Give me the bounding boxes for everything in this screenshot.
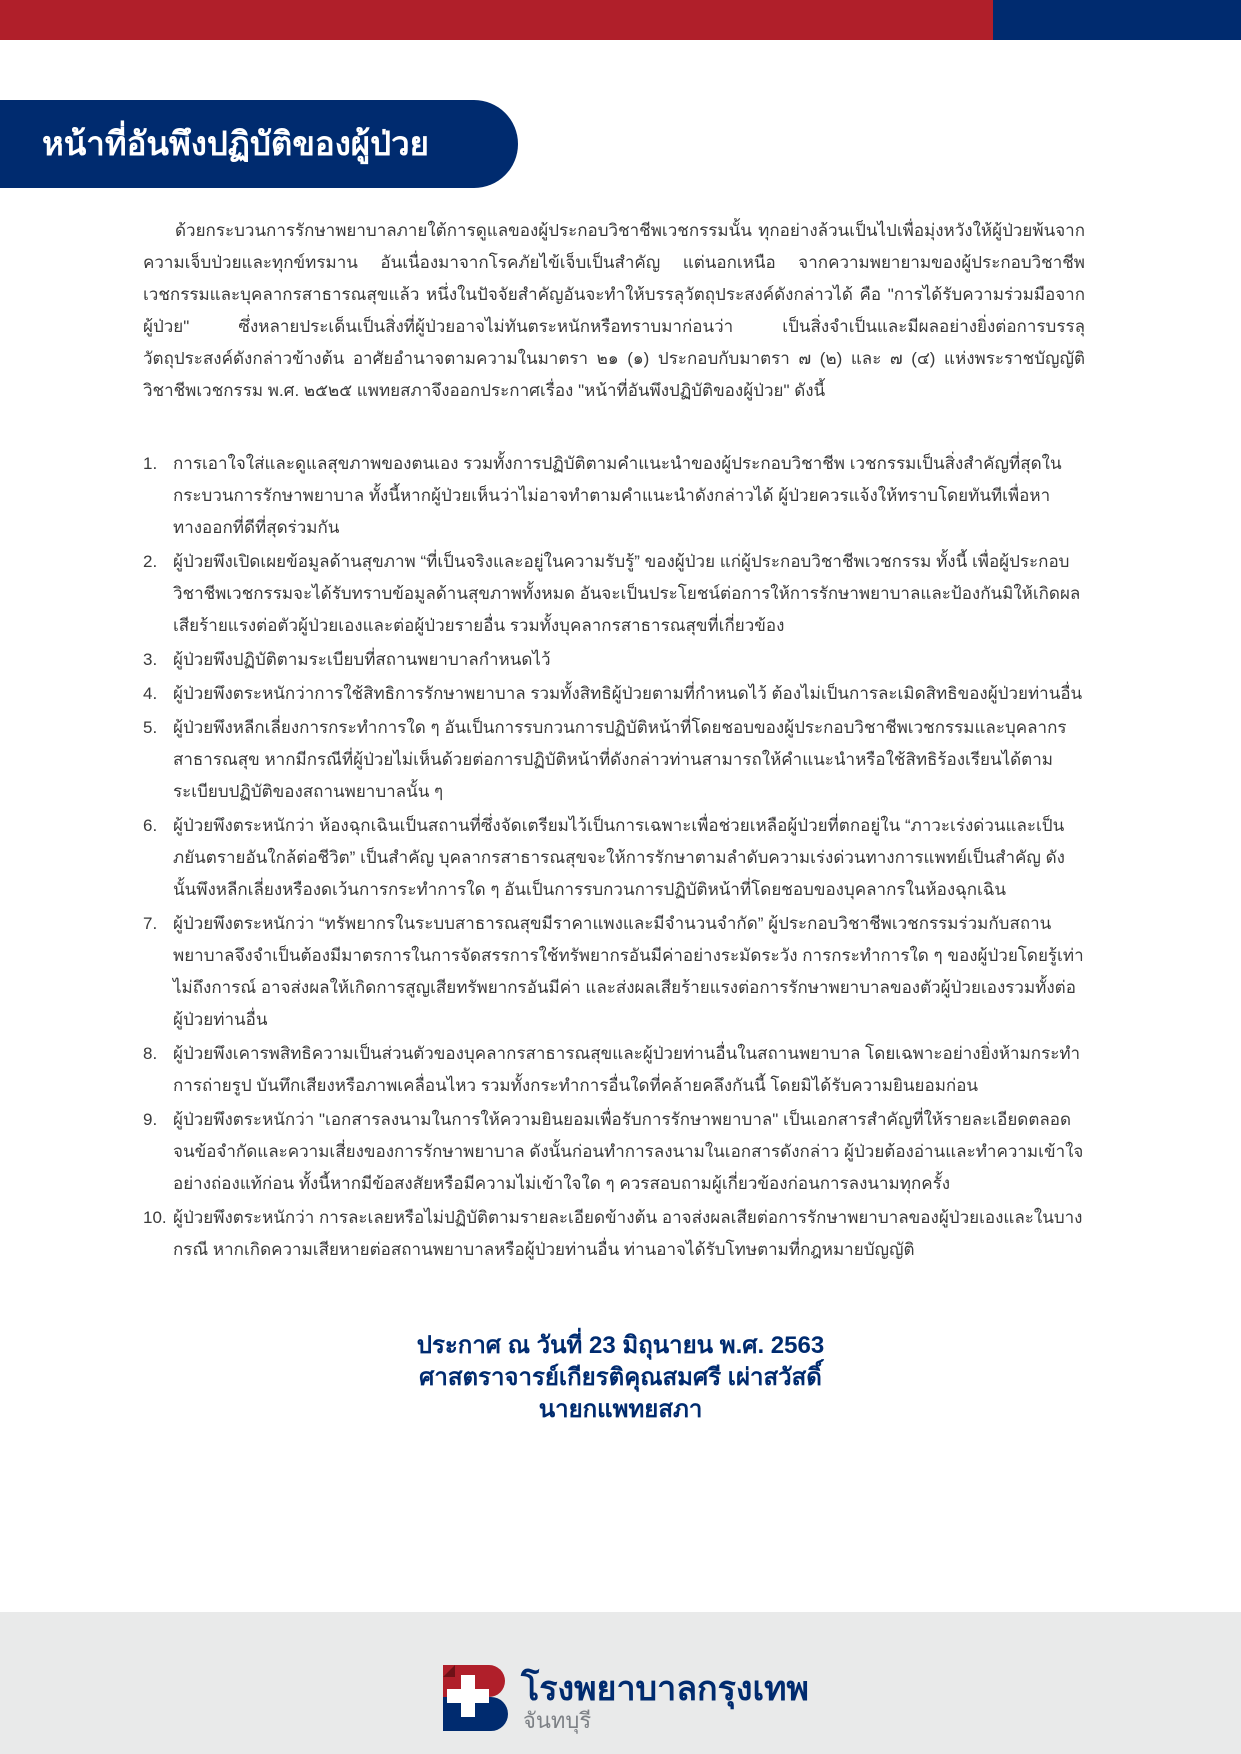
hospital-branch: จันทบุรี	[523, 1708, 592, 1733]
item-text: ผู้ป่วยพึงตระหนักว่า "เอกสารลงนามในการให้ความยินยอมเพื่อรับการรักษาพยาบาล" เป็นเอกสารสำคัญที่ให้รายละเอียดตลอดจนข้อจำกัดและความเสี่ยงของการรักษาพยาบาล ดังนั้นก่อนทำการลงนามในเอกสารดังกล่าว ผู้ป่วยต้องอ่านและทำความเข้าใจอย่างถ่องแท้ก่อน ทั้งนี้หากมีข้อสงสัยหรือมีความไม่เข้าใจใด ๆ ควรสอบถามผู้เกี่ยวข้องก่อนการลงนามทุกครั้ง	[173, 1110, 1084, 1193]
signature-block	[0, 1330, 1241, 1426]
list-item	[143, 810, 1085, 906]
item-text: ผู้ป่วยพึงตระหนักว่า การละเลยหรือไม่ปฏิบัติตามรายละเอียดข้างต้น อาจส่งผลเสียต่อการรักษาพยาบาลของผู้ป่วยเองและในบางกรณี หากเกิดความเสียหายต่อสถานพยาบาลหรือผู้ป่วยท่านอื่น ท่านอาจได้รับโทษตามที่กฎหมายบัญญัติ	[173, 1208, 1083, 1259]
list-item	[143, 1202, 1085, 1266]
list-item	[143, 546, 1085, 642]
item-number: 8.	[143, 1044, 158, 1063]
page-title: หน้าที่อันพึงปฏิบัติของผู้ป่วย	[0, 100, 518, 188]
item-number: 6.	[143, 816, 158, 835]
top-color-bar	[0, 0, 1241, 40]
item-text: ผู้ป่วยพึงเคารพสิทธิความเป็นส่วนตัวของบุคลากรสาธารณสุขและผู้ป่วยท่านอื่นในสถานพยาบาล โดยเฉพาะอย่างยิ่งห้ามกระทำการถ่ายรูป บันทึกเสียงหรือภาพเคลื่อนไหว รวมทั้งกระทำการอื่นใดที่คล้ายคลึงกันนี้ โดยมิได้รับความยินยอมก่อน	[173, 1044, 1081, 1095]
list-item	[143, 1038, 1085, 1102]
item-text: ผู้ป่วยพึงตระหนักว่า ห้องฉุกเฉินเป็นสถานที่ซึ่งจัดเตรียมไว้เป็นการเฉพาะเพื่อช่วยเหลือผู้ป่วยที่ตกอยู่ใน “ภาวะเร่งด่วนและเป็นภยันตรายอันใกล้ต่อชีวิต” เป็นสำคัญ บุคลากรสาธารณสุขจะให้การรักษาตามลำดับความเร่งด่วนทางการแพทย์เป็นสำคัญ ดังนั้นพึงหลีกเลี่ยงหรืองดเว้นการกระทำการใด ๆ อันเป็นการรบกวนการปฏิบัติหน้าที่โดยชอบของบุคลากรในห้องฉุกเฉิน	[173, 816, 1065, 899]
footer	[0, 1612, 1241, 1754]
item-number: 9.	[143, 1110, 158, 1129]
hospital-name: โรงพยาบาลกรุงเทพ	[521, 1670, 809, 1708]
signatory-position: นายกแพทยสภา	[538, 1396, 703, 1423]
list-item	[143, 1104, 1085, 1200]
bangkok-hospital-cross-b-icon	[443, 1665, 509, 1731]
top-bar-red	[0, 0, 993, 40]
intro-paragraph: ด้วยกระบวนการรักษาพยาบาลภายใต้การดูแลของผู้ประกอบวิชาชีพเวชกรรมนั้น ทุกอย่างล้วนเป็นไปเพื่อมุ่งหวังให้ผู้ป่วยพ้นจากความเจ็บป่วยและทุกข์ทรมาน อันเนื่องมาจากโรคภัยไข้เจ็บเป็นสำคัญ แต่นอกเหนือ จากความพยายามของผู้ประกอบวิชาชีพเวชกรรมและบุคลากรสาธารณสุขแล้ว หนึ่งในปัจจัยสำคัญอันจะทำให้บรรลุวัตถุประสงค์ดังกล่าวได้ คือ "การได้รับความร่วมมือจากผู้ป่วย" ซึ่งหลายประเด็นเป็นสิ่งที่ผู้ป่วยอาจไม่ทันตระหนักหรือทราบมาก่อนว่า เป็นสิ่งจำเป็นและมีผลอย่างยิ่งต่อการบรรลุวัตถุประสงค์ดังกล่าวข้างต้น อาศัยอำนาจตามความในมาตรา ๒๑ (๑) ประกอบกับมาตรา ๗ (๒) และ ๗ (๔) แห่งพระราชบัญญัติวิชาชีพเวชกรรม พ.ศ. ๒๕๒๕ แพทยสภาจึงออกประกาศเรื่อง "หน้าที่อันพึงปฏิบัติของผู้ป่วย" ดังนี้	[143, 221, 1085, 400]
item-number: 7.	[143, 914, 158, 933]
list-item	[143, 448, 1085, 544]
item-text: ผู้ป่วยพึงตระหนักว่าการใช้สิทธิการรักษาพยาบาล รวมทั้งสิทธิผู้ป่วยตามที่กำหนดไว้ ต้องไม่เป็นการละเมิดสิทธิของผู้ป่วยท่านอื่น	[173, 684, 1083, 703]
hospital-logo	[443, 1665, 823, 1735]
top-bar-blue	[993, 0, 1241, 40]
item-number: 1.	[143, 454, 158, 473]
item-text: ผู้ป่วยพึงหลีกเลี่ยงการกระทำการใด ๆ อันเป็นการรบกวนการปฏิบัติหน้าที่โดยชอบของผู้ประกอบวิชาชีพเวชกรรมและบุคลากรสาธารณสุข หากมีกรณีที่ผู้ป่วยไม่เห็นด้วยต่อการปฏิบัติหน้าที่ดังกล่าวท่านสามารถให้คำแนะนำหรือใช้สิทธิร้องเรียนได้ตามระเบียบปฏิบัติของสถานพยาบาลนั้น ๆ	[173, 718, 1067, 801]
list-item	[143, 644, 1085, 676]
item-text: ผู้ป่วยพึงเปิดเผยข้อมูลด้านสุขภาพ “ที่เป็นจริงและอยู่ในความรับรู้” ของผู้ป่วย แก่ผู้ประกอบวิชาชีพเวชกรรม ทั้งนี้ เพื่อผู้ประกอบวิชาชีพเวชกรรมจะได้รับทราบข้อมูลด้านสุขภาพทั้งหมด อันจะเป็นประโยชน์ต่อการให้การรักษาพยาบาลและป้องกันมิให้เกิดผลเสียร้ายแรงต่อตัวผู้ป่วยเองและต่อผู้ป่วยรายอื่น รวมทั้งบุคลากรสาธารณสุขที่เกี่ยวข้อง	[173, 552, 1081, 635]
announcement-date: ประกาศ ณ วันที่ 23 มิถุนายน พ.ศ. 2563	[416, 1332, 825, 1359]
signatory-name: ศาสตราจารย์เกียรติคุณสมศรี เผ่าสวัสดิ์	[419, 1364, 822, 1391]
list-item	[143, 712, 1085, 808]
item-number: 10.	[143, 1208, 167, 1227]
item-text: การเอาใจใส่และดูแลสุขภาพของตนเอง รวมทั้งการปฏิบัติตามคำแนะนำของผู้ประกอบวิชาชีพ เวชกรรมเป็นสิ่งสำคัญที่สุดในกระบวนการรักษาพยาบาล ทั้งนี้หากผู้ป่วยเห็นว่าไม่อาจทำตามคำแนะนำดังกล่าวได้ ผู้ป่วยควรแจ้งให้ทราบโดยทันทีเพื่อหาทางออกที่ดีที่สุดร่วมกัน	[173, 454, 1062, 537]
list-item	[143, 908, 1085, 1036]
duties-list	[143, 448, 1085, 1268]
item-text: ผู้ป่วยพึงปฏิบัติตามระเบียบที่สถานพยาบาลกำหนดไว้	[173, 650, 551, 669]
item-number: 5.	[143, 718, 158, 737]
item-number: 3.	[143, 650, 158, 669]
list-item	[143, 678, 1085, 710]
item-text: ผู้ป่วยพึงตระหนักว่า “ทรัพยากรในระบบสาธารณสุขมีราคาแพงและมีจำนวนจำกัด” ผู้ประกอบวิชาชีพเวชกรรมร่วมกับสถานพยาบาลจึงจำเป็นต้องมีมาตรการในการจัดสรรการใช้ทรัพยากรอันมีค่าอย่างระมัดระวัง การกระทำการใด ๆ ของผู้ป่วยโดยรู้เท่าไม่ถึงการณ์ อาจส่งผลให้เกิดการสูญเสียทรัพยากรอันมีค่า และส่งผลเสียร้ายแรงต่อการรักษาพยาบาลของตัวผู้ป่วยเองรวมทั้งต่อผู้ป่วยท่านอื่น	[173, 914, 1084, 1029]
item-number: 2.	[143, 552, 158, 571]
item-number: 4.	[143, 684, 158, 703]
